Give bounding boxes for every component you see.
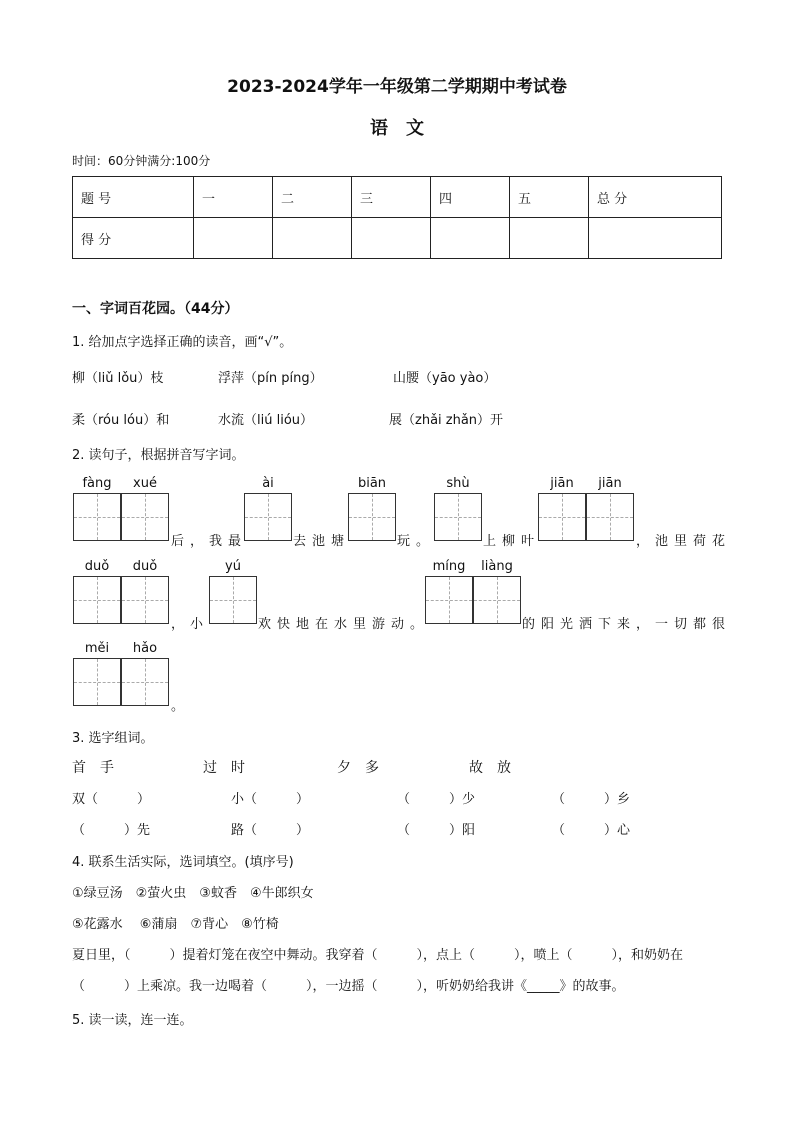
section-heading: 一、字词百花园。（44分） — [72, 301, 239, 317]
table-cell: 一 — [194, 177, 273, 218]
subject-title: 语 文 — [370, 118, 424, 139]
pinyin-label: shù — [446, 476, 470, 491]
pinyin-label: xué — [133, 476, 157, 491]
q2-text: 。 — [171, 699, 185, 714]
q3-blank[interactable]: 双（ ） — [72, 792, 151, 807]
q3-blank[interactable]: （ ）先 — [72, 823, 151, 838]
writing-box[interactable] — [473, 576, 521, 624]
pinyin-label: hǎo — [132, 641, 158, 656]
q3-blank[interactable]: （ ）心 — [552, 823, 631, 838]
q1-item[interactable]: 浮萍（pín píng） — [218, 371, 323, 386]
writing-box[interactable] — [209, 576, 257, 624]
score-input-cell[interactable] — [510, 218, 589, 259]
table-cell: 五 — [510, 177, 589, 218]
pinyin-label: liàng — [481, 559, 513, 574]
q3-char-pair: 首 手 — [72, 760, 114, 776]
writing-box[interactable] — [244, 493, 292, 541]
writing-box[interactable] — [121, 658, 169, 706]
table-row — [73, 177, 722, 218]
writing-box[interactable] — [73, 493, 121, 541]
q3-char-pair: 夕 多 — [337, 760, 379, 776]
table-cell: 四 — [431, 177, 510, 218]
q3-blank[interactable]: （ ）少 — [397, 792, 476, 807]
q1-item[interactable]: 展（zhǎi zhǎn）开 — [389, 413, 504, 428]
pinyin-label: fàng — [82, 476, 112, 491]
q1-item[interactable]: 柳（liǔ lǒu）枝 — [72, 371, 164, 386]
pinyin-label: duǒ — [132, 559, 158, 574]
table-cell: 三 — [352, 177, 431, 218]
table-cell: 二 — [273, 177, 352, 218]
q1-item[interactable]: 水流（liú lióu） — [218, 413, 314, 428]
q3-char-pair: 故 放 — [469, 760, 511, 776]
writing-box[interactable] — [425, 576, 473, 624]
score-input-cell[interactable] — [273, 218, 352, 259]
writing-box[interactable] — [538, 493, 586, 541]
pinyin-label: měi — [84, 641, 110, 656]
score-input-cell[interactable] — [194, 218, 273, 259]
q2-text: ，池里荷花 — [636, 534, 732, 549]
q2-text: 玩。 — [397, 534, 436, 549]
q3-blank[interactable]: 路（ ） — [231, 823, 310, 838]
q4-paragraph[interactable]: 夏日里，（ ）提着灯笼在夜空中舞动。我穿着（ ），点上（ ），喷上（ ），和奶奶在 — [72, 948, 684, 963]
score-input-cell[interactable] — [431, 218, 510, 259]
q2-text: 去池塘 — [293, 534, 351, 549]
score-table — [72, 176, 722, 259]
q2-prompt: 2. 读句子，根据拼音写字词。 — [72, 448, 245, 463]
writing-box[interactable] — [586, 493, 634, 541]
q2-text: 后，我最 — [171, 534, 248, 549]
q2-text: ，小 — [171, 617, 210, 632]
q2-text: 欢快地在水里游动。 — [258, 617, 430, 632]
q3-char-pair: 过 时 — [203, 760, 245, 776]
pinyin-label: jiān — [598, 476, 622, 491]
q1-item[interactable]: 山腰（yāo yào） — [393, 371, 497, 386]
table-cell: 题 号 — [73, 177, 194, 218]
time-info: 时间：60分钟满分:100分 — [72, 154, 211, 168]
pinyin-label: ài — [262, 476, 274, 491]
pinyin-label: yú — [225, 559, 241, 574]
score-input-cell[interactable] — [352, 218, 431, 259]
writing-box[interactable] — [73, 658, 121, 706]
pinyin-label: duǒ — [84, 559, 110, 574]
writing-box[interactable] — [121, 576, 169, 624]
q3-blank[interactable]: （ ）乡 — [552, 792, 631, 807]
exam-title: 2023-2024学年一年级第二学期期中考试卷 — [227, 77, 567, 97]
q4-paragraph[interactable]: （ ）上乘凉。我一边喝着（ ），一边摇（ ），听奶奶给我讲《_____》的故事。 — [72, 979, 625, 994]
q3-prompt: 3. 选字组词。 — [72, 731, 154, 746]
q2-text: 的阳光洒下来，一切都很 — [522, 617, 732, 632]
q1-prompt: 1. 给加点字选择正确的读音，画“√”。 — [72, 335, 293, 350]
writing-box[interactable] — [73, 576, 121, 624]
table-row — [73, 218, 722, 259]
q3-blank[interactable]: （ ）阳 — [397, 823, 476, 838]
pinyin-label: jiān — [550, 476, 574, 491]
pinyin-label: míng — [432, 559, 466, 574]
writing-box[interactable] — [348, 493, 396, 541]
q4-options: ①绿豆汤 ②萤火虫 ③蚊香 ④牛郎织女 — [72, 886, 314, 901]
score-input-cell[interactable] — [589, 218, 722, 259]
writing-box[interactable] — [434, 493, 482, 541]
q5-prompt: 5. 读一读，连一连。 — [72, 1013, 193, 1028]
q3-blank[interactable]: 小（ ） — [231, 792, 310, 807]
q4-options: ⑤花露水 ⑥蒲扇 ⑦背心 ⑧竹椅 — [72, 917, 279, 932]
q4-prompt: 4. 联系生活实际，选词填空。(填序号) — [72, 855, 294, 870]
writing-box[interactable] — [121, 493, 169, 541]
table-cell: 得 分 — [73, 218, 194, 259]
pinyin-label: biān — [357, 476, 387, 491]
q1-item[interactable]: 柔（róu lóu）和 — [72, 413, 170, 428]
q2-text: 上柳叶 — [483, 534, 541, 549]
table-cell: 总 分 — [589, 177, 722, 218]
